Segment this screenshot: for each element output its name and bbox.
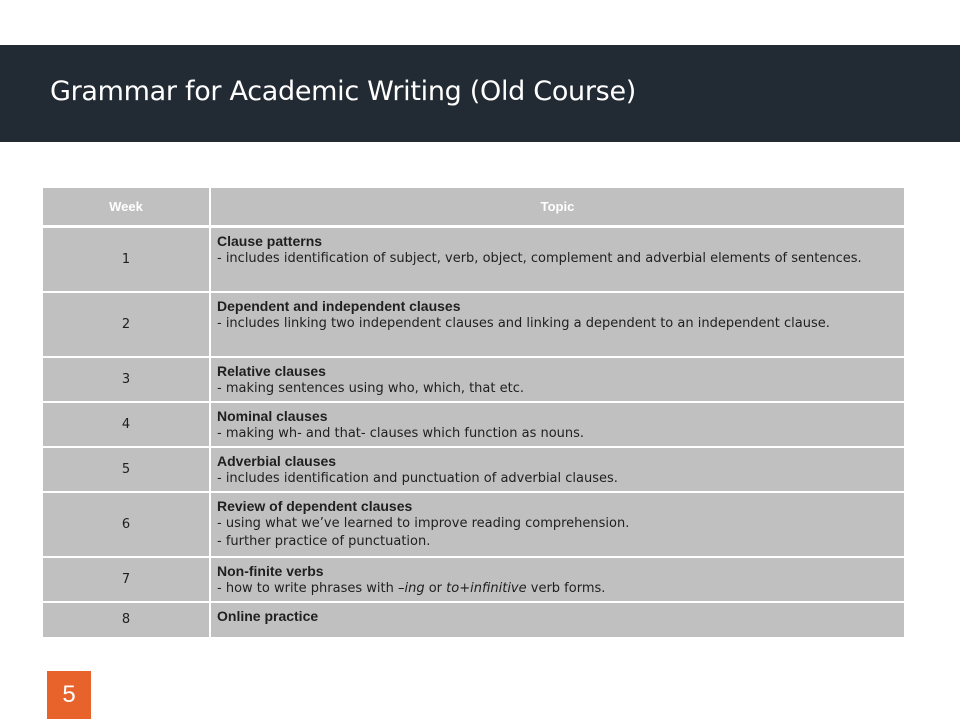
table-row xyxy=(42,227,905,292)
week-cell: 4 xyxy=(42,402,210,447)
topic-cell xyxy=(210,227,905,292)
week-cell: 5 xyxy=(42,447,210,492)
topic-title: Review of dependent clauses xyxy=(217,497,413,514)
topic-title: Relative clauses xyxy=(217,362,326,379)
topic-description: - how to write phrases with –ing or to+infinitive verb forms. xyxy=(217,580,606,596)
table-row xyxy=(42,447,905,492)
topic-cell xyxy=(210,292,905,357)
topic-description: - includes identification and punctuation of adverbial clauses. xyxy=(217,470,618,486)
course-schedule-table xyxy=(41,186,906,639)
table-row xyxy=(42,357,905,402)
topic-column-header: Topic xyxy=(210,187,905,227)
table-header-row xyxy=(42,187,905,227)
topic-title: Online practice xyxy=(217,607,319,624)
topic-cell xyxy=(210,357,905,402)
week-cell: 2 xyxy=(42,292,210,357)
page-number-badge: 5 xyxy=(47,671,91,719)
week-cell: 3 xyxy=(42,357,210,402)
topic-description: - making wh- and that- clauses which function as nouns. xyxy=(217,425,585,441)
topic-title: Nominal clauses xyxy=(217,407,328,424)
topic-description: - further practice of punctuation. xyxy=(217,533,431,549)
week-column-header: Week xyxy=(42,187,210,227)
topic-cell xyxy=(210,402,905,447)
topic-description: - making sentences using who, which, that etc. xyxy=(217,380,524,396)
topic-cell xyxy=(210,492,905,557)
topic-description: - using what we’ve learned to improve reading comprehension. xyxy=(217,515,630,531)
table-row xyxy=(42,602,905,638)
topic-title: Dependent and independent clauses xyxy=(217,297,461,314)
slide-title: Grammar for Academic Writing (Old Course) xyxy=(50,76,636,107)
topic-cell xyxy=(210,602,905,638)
table-row xyxy=(42,292,905,357)
week-cell: 8 xyxy=(42,602,210,638)
week-cell: 1 xyxy=(42,227,210,292)
topic-title: Adverbial clauses xyxy=(217,452,337,469)
topic-cell xyxy=(210,557,905,602)
topic-cell xyxy=(210,447,905,492)
table-row xyxy=(42,492,905,557)
topic-description: - includes linking two independent clauses and linking a dependent to an independent clause. xyxy=(217,315,830,331)
week-cell: 7 xyxy=(42,557,210,602)
topic-title: Non-finite verbs xyxy=(217,562,324,579)
table-row xyxy=(42,402,905,447)
table-row xyxy=(42,557,905,602)
week-cell: 6 xyxy=(42,492,210,557)
topic-title: Clause patterns xyxy=(217,233,323,249)
topic-description: - includes identification of subject, verb, object, complement and adverbial elements of sentences. xyxy=(217,251,862,266)
